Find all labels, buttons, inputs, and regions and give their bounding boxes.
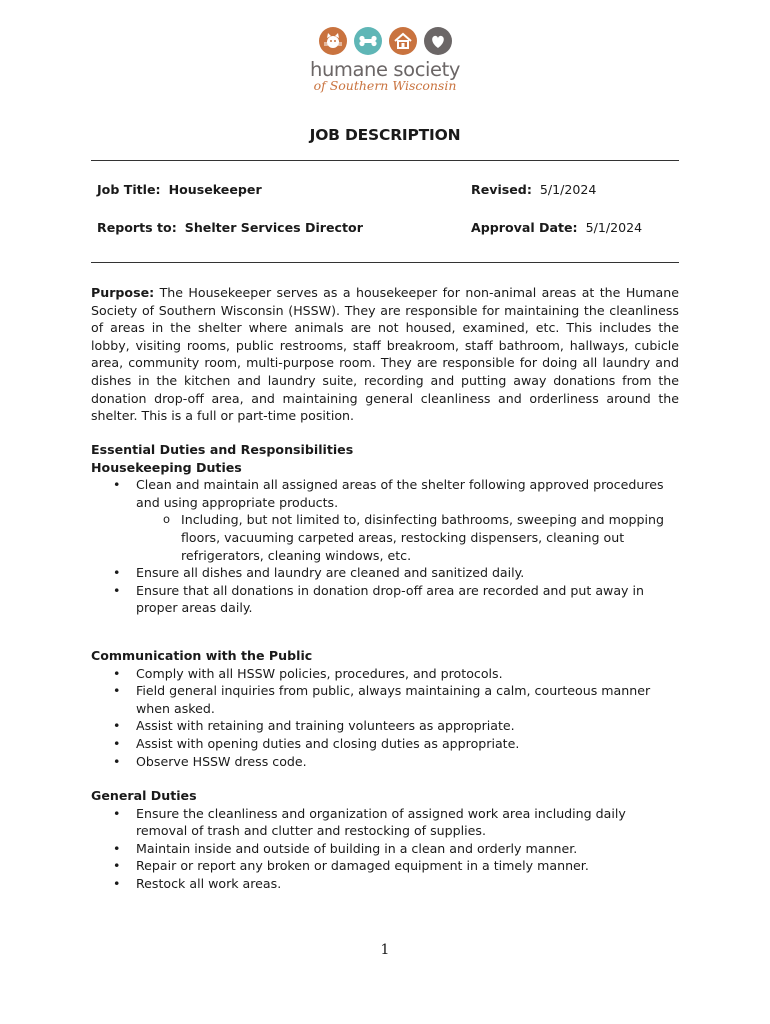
purpose-paragraph	[91, 284, 679, 425]
housekeeping-list	[91, 476, 679, 617]
logo-icons	[300, 26, 470, 56]
list-item: • Observe HSSW dress code.	[136, 753, 679, 771]
list-item: • Comply with all HSSW policies, procedures, and protocols.	[136, 665, 679, 683]
bone-icon	[353, 26, 383, 56]
list-item-text: Clean and maintain all assigned areas of the shelter following approved procedures and using appropriate products.	[136, 477, 664, 510]
communication-section	[91, 647, 679, 770]
purpose-text: The Housekeeper serves as a housekeeper for non-animal areas at the Humane Society of Southern Wisconsin (HSSW). They are responsible for maintaining the cleanliness of areas in the shelter where animals are not housed, examined, etc. This includes the lobby, visiting rooms, public restrooms, staff breakroom, staff bathroom, hallways, cubicle area, community room, multi-purpose room. They are responsible for doing all laundry and dishes in the kitchen and laundry suite, recording and putting away donations from the donation drop-off area, and maintaining general cleanliness and orderliness around the shelter. This is a full or part-time position.	[91, 285, 679, 424]
approval-date-field	[471, 220, 642, 235]
divider-top	[91, 160, 679, 161]
divider-bottom	[91, 262, 679, 263]
housekeeping-heading: Housekeeping Duties	[91, 459, 242, 475]
general-duties-section	[91, 787, 679, 893]
general-duties-list	[91, 805, 679, 893]
reports-to-field	[97, 220, 363, 235]
sub-list-item: o Including, but not limited to, disinfecting bathrooms, sweeping and mopping floors, vacuuming carpeted areas, restocking dispensers, cleaning out refrigerators, cleaning windows, etc.	[181, 511, 679, 564]
housekeeping-sublist	[136, 511, 679, 564]
job-title-label: Job Title:	[97, 182, 161, 197]
purpose-label: Purpose:	[91, 285, 155, 300]
reports-to-label: Reports to:	[97, 220, 177, 235]
list-item: • Assist with opening duties and closing duties as appropriate.	[136, 735, 679, 753]
cat-face-icon	[318, 26, 348, 56]
logo-tagline: of Southern Wisconsin	[313, 78, 457, 93]
general-duties-heading: General Duties	[91, 788, 197, 803]
list-item: • Assist with retaining and training volunteers as appropriate.	[136, 717, 679, 735]
organization-logo	[300, 26, 470, 112]
list-item: • Ensure all dishes and laundry are cleaned and sanitized daily.	[136, 564, 679, 582]
revised-value: 5/1/2024	[539, 182, 597, 197]
page-title: JOB DESCRIPTION	[309, 126, 461, 144]
housekeeping-section	[91, 441, 679, 617]
list-item: • Repair or report any broken or damaged equipment in a timely manner.	[136, 857, 679, 875]
approval-date-label: Approval Date:	[471, 220, 578, 235]
list-item: • Restock all work areas.	[136, 875, 679, 893]
job-title-field	[97, 182, 262, 197]
approval-date-value: 5/1/2024	[585, 220, 643, 235]
list-item: • Ensure the cleanliness and organization of assigned work area including daily removal of trash and clutter and restocking of supplies.	[136, 805, 679, 840]
communication-list	[91, 665, 679, 771]
communication-heading: Communication with the Public	[91, 648, 313, 663]
list-item	[136, 476, 679, 564]
reports-to-value: Shelter Services Director	[184, 220, 363, 235]
heart-icon	[423, 26, 453, 56]
list-item: • Ensure that all donations in donation drop-off area are recorded and put away in proper areas daily.	[136, 582, 679, 617]
page-number: 1	[380, 942, 390, 958]
revised-field	[471, 182, 596, 197]
revised-label: Revised:	[471, 182, 532, 197]
house-icon	[388, 26, 418, 56]
list-item: • Field general inquiries from public, always maintaining a calm, courteous manner when asked.	[136, 682, 679, 717]
list-item: • Maintain inside and outside of building in a clean and orderly manner.	[136, 840, 679, 858]
essential-duties-heading: Essential Duties and Responsibilities	[91, 442, 354, 457]
logo-name: humane society	[309, 58, 461, 81]
job-title-value: Housekeeper	[168, 182, 262, 197]
